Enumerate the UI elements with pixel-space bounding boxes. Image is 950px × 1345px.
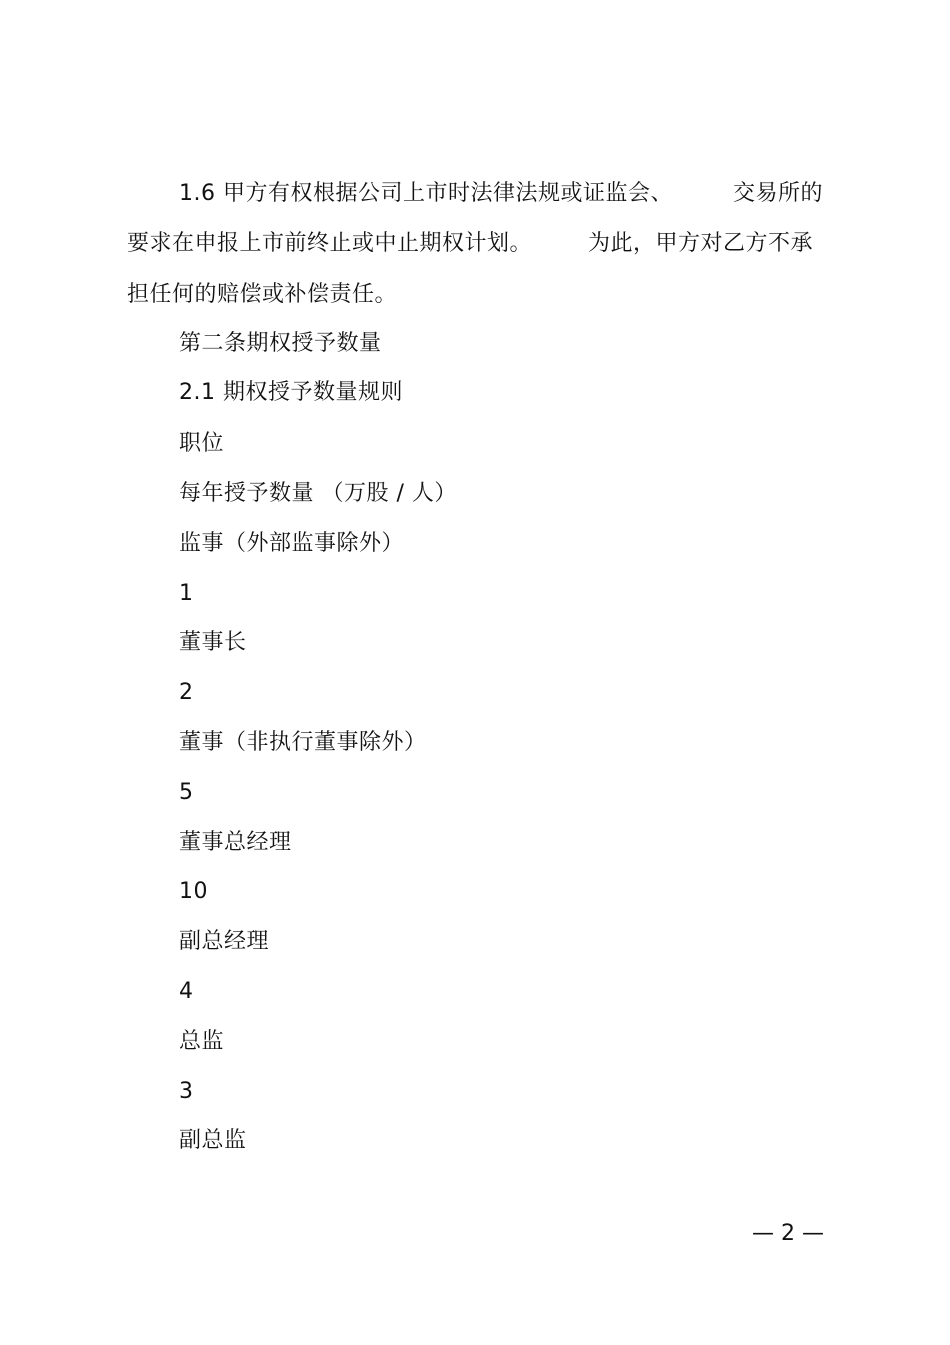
section-2-1-heading: 2.1 期权授予数量规则 [179, 380, 403, 405]
paragraph-1-6-text-a: 1.6 甲方有权根据公司上市时法律法规或证监会、 [179, 181, 673, 206]
article-2-heading: 第二条期权授予数量 [179, 331, 382, 356]
table-cell-quantity: 1 [179, 581, 194, 606]
table-cell-quantity: 10 [179, 879, 208, 904]
paragraph-1-6-text-b: 交易所的 [732, 181, 823, 206]
table-cell-position: 董事（非执行董事除外） [179, 730, 427, 755]
table-cell-position: 董事总经理 [179, 830, 292, 855]
table-cell-quantity: 4 [179, 979, 194, 1004]
paragraph-1-6-text-e: 担任何的赔偿或补偿责任。 [127, 282, 398, 307]
table-cell-quantity: 5 [179, 780, 194, 805]
table-cell-quantity: 2 [179, 680, 194, 705]
table-cell-position: 监事（外部监事除外） [179, 531, 405, 556]
table-cell-position: 副总监 [179, 1128, 247, 1153]
paragraph-1-6-text-d: 为此，甲方对乙方不承 [588, 231, 814, 256]
table-cell-quantity: 3 [179, 1079, 194, 1104]
page-number: — 2 — [752, 1221, 824, 1246]
table-cell-position: 总监 [179, 1029, 225, 1054]
table-cell-position: 副总经理 [179, 929, 270, 954]
table-header-position: 职位 [179, 431, 225, 456]
table-header-quantity: 每年授予数量 （万股 / 人） [179, 481, 457, 506]
paragraph-1-6-line-1 [179, 179, 823, 209]
paragraph-1-6-line-2 [127, 229, 813, 259]
paragraph-1-6-text-c: 要求在申报上市前终止或中止期权计划。 [127, 231, 533, 256]
table-cell-position: 董事长 [179, 630, 247, 655]
paragraph-1-6-line-3 [127, 280, 397, 310]
